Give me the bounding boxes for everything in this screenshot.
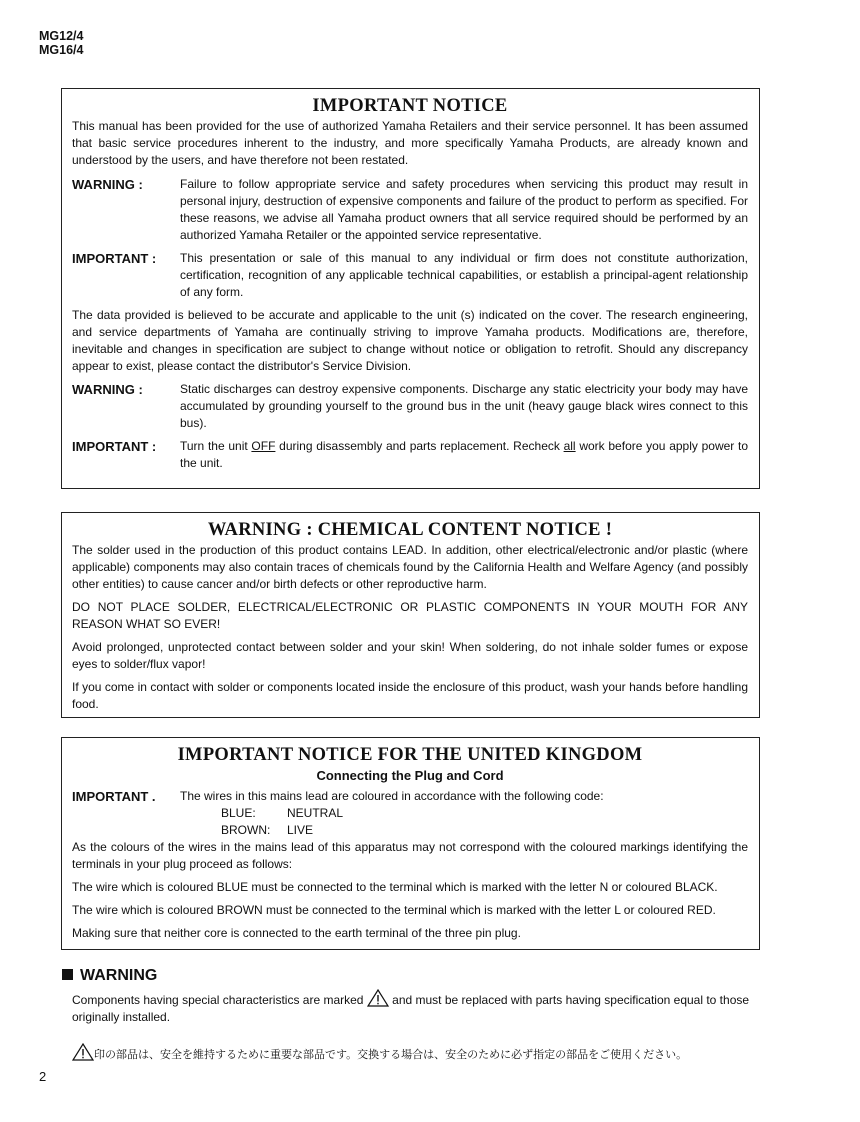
square-bullet-icon [62, 969, 73, 980]
warning-label: WARNING : [72, 177, 143, 192]
warning-heading: WARNING [62, 967, 157, 985]
model-line: MG12/4 [39, 29, 84, 43]
warning-text: Failure to follow appropriate service and safety procedures when servicing this product may result in personal injury, destruction of expensive components and failure of the product to perform as specified. For these reasons, we advise all Yamaha product owners that all service required should be performed by an authorized Yamaha Retailer or the appointed service representative. [180, 177, 748, 242]
chemical-paragraph: DO NOT PLACE SOLDER, ELECTRICAL/ELECTRONIC OR PLASTIC COMPONENTS IN YOUR MOUTH FOR ANY REASON WHAT SO EVER! [72, 600, 748, 631]
important-text: The wires in this mains lead are coloured in accordance with the following code: [180, 789, 604, 803]
chemical-paragraph: Avoid prolonged, unprotected contact between solder and your skin! When soldering, do not inhale solder fumes or expose eyes to solder/flux vapor! [72, 640, 748, 671]
important-label: IMPORTANT : [72, 251, 157, 266]
chemical-paragraph: If you come in contact with solder or components located inside the enclosure of this product, wash your hands before handling food. [72, 680, 748, 711]
important-row [72, 438, 748, 472]
chemical-notice-box [61, 512, 760, 718]
box-title: IMPORTANT NOTICE FOR THE UNITED KINGDOM [177, 745, 643, 765]
uk-paragraph: As the colours of the wires in the mains lead of this apparatus may not correspond with the coloured markings identifying the terminals in your plug proceed as follows: [72, 840, 748, 871]
important-label: IMPORTANT . [72, 789, 156, 804]
japanese-warning: 印の部品は、安全を維持するために重要な部品です。交換する場合は、安全のために必ず指定の部品をご使用ください。 [72, 1043, 687, 1064]
important-text: Turn the unit OFF during disassembly and parts replacement. Recheck all work before you apply power to the unit. [180, 439, 749, 470]
warning-description: Components having special characteristics are marked and must be replaced with parts having specification equal to those originally installed. [72, 989, 752, 1026]
uk-paragraph: Making sure that neither core is connected to the earth terminal of the three pin plug. [72, 926, 521, 940]
important-notice-box [61, 88, 760, 489]
off-emphasis: OFF [251, 439, 276, 453]
data-paragraph: The data provided is believed to be accurate and applicable to the unit (s) indicated on the cover. The research engineering, and service departments of Yamaha are continually striving to improve Yamaha products. Modifications are, therefore, inevitable and changes in specification are subject to change without notice or obligation to retrofit. Should any discrepancy appear to exist, please contact the distributor's Service Division. [72, 308, 748, 373]
important-row [72, 250, 748, 301]
all-emphasis: all [563, 439, 576, 453]
box-title: WARNING : CHEMICAL CONTENT NOTICE ! [207, 520, 613, 540]
warning-text: Static discharges can destroy expensive components. Discharge any static electricity your body may have accumulated by grounding yourself to the ground bus in the unit (heavy gauge black wires connect to this bus). [180, 382, 748, 430]
warning-triangle-icon [72, 1043, 94, 1061]
model-header [39, 29, 83, 57]
model-line: MG16/4 [39, 43, 84, 57]
important-text: This presentation or sale of this manual to any individual or firm does not constitute authorization, certification, recognition of any applicable technical capabilities, or establish a principal-agent relationship of any form. [180, 251, 748, 299]
uk-paragraph: The wire which is coloured BLUE must be connected to the terminal which is marked with the letter N or coloured BLACK. [72, 880, 718, 894]
warning-triangle-icon [367, 989, 389, 1007]
warning-row [72, 176, 748, 244]
important-row [72, 788, 748, 805]
box-title: IMPORTANT NOTICE [312, 96, 508, 116]
wire-code-list [221, 805, 748, 839]
page-number: 2 [39, 1069, 47, 1084]
chemical-paragraph: The solder used in the production of this product contains LEAD. In addition, other electrical/electronic and/or plastic (where applicable) components may also contain traces of chemicals found by the California Health and Welfare Agency (and possibly other entities) to cause cancer and/or birth defects or other reproductive harm. [72, 543, 748, 591]
uk-notice-box [61, 737, 760, 950]
wire-item: BROWN: LIVE [221, 823, 314, 837]
uk-paragraph: The wire which is coloured BROWN must be connected to the terminal which is marked with the letter L or coloured RED. [72, 903, 716, 917]
warning-label: WARNING : [72, 382, 143, 397]
wire-item: BLUE: NEUTRAL [221, 806, 344, 820]
warning-row [72, 381, 748, 432]
box-subtitle: Connecting the Plug and Cord [316, 768, 504, 783]
important-label: IMPORTANT : [72, 439, 157, 454]
intro-paragraph: This manual has been provided for the use of authorized Yamaha Retailers and their service personnel. It has been assumed that basic service procedures inherent to the industry, and more specifically Yamaha Products, are already known and understood by the users, and have therefore not been restated. [72, 119, 748, 167]
